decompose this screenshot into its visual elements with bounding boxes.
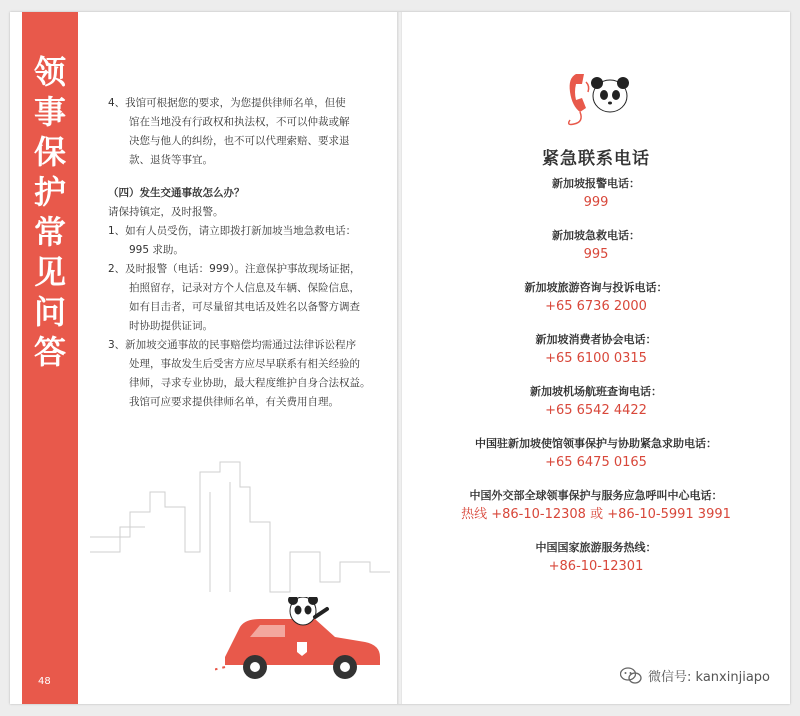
contact-label: 新加坡报警电话： xyxy=(552,177,640,190)
booklet-spread xyxy=(10,12,790,704)
contact-number: +65 6475 0165 xyxy=(545,455,647,470)
contact-entry xyxy=(402,487,790,539)
contact-number: +86-10-12301 xyxy=(548,559,644,574)
text-line: 3、新加坡交通事故的民事赔偿均需通过法律诉讼程序 xyxy=(108,339,357,351)
text-line: 决您与他人的纠纷，也不可以代理索赔、要求退 xyxy=(129,135,350,147)
emergency-contacts-title: 紧急联系电话 xyxy=(542,149,650,169)
title-char: 领 xyxy=(33,53,66,91)
contact-entry xyxy=(402,331,790,383)
contact-number: +65 6542 4422 xyxy=(545,403,647,418)
list-item xyxy=(108,260,373,336)
contact-number: +65 6100 0315 xyxy=(545,351,647,366)
contact-list xyxy=(402,175,790,591)
city-skyline-illustration xyxy=(90,452,390,602)
contact-label: 中国驻新加坡使馆领事保护与协助紧急求助电话： xyxy=(475,437,717,450)
intro-text: 请保持镇定，及时报警。 xyxy=(108,206,224,218)
list-item xyxy=(108,336,373,412)
contact-entry xyxy=(402,435,790,487)
contact-number: 热线 +86-10-12308 或 +86-10-5991 3991 xyxy=(461,507,731,522)
contact-entry xyxy=(402,227,790,279)
contact-label: 新加坡旅游咨询与投诉电话： xyxy=(524,281,668,294)
text-line: 4、我馆可根据您的要求，为您提供律师名单，但使 xyxy=(108,97,346,109)
contact-label: 中国国家旅游服务热线： xyxy=(535,541,657,554)
contact-number: +65 6736 2000 xyxy=(545,299,647,314)
text-line: 如有目击者，可尽量留其电话及姓名以备警方调查 xyxy=(129,301,360,313)
title-char: 护 xyxy=(33,173,66,211)
title-char: 见 xyxy=(33,253,66,291)
phone-panda-illustration xyxy=(562,64,632,134)
car-with-panda-illustration xyxy=(215,597,390,682)
text-line: 我馆可应要求提供律师名单，有关费用自理。 xyxy=(129,396,339,408)
title-char: 保 xyxy=(33,133,66,171)
title-band xyxy=(22,12,78,704)
text-line: 995 求助。 xyxy=(129,244,184,256)
left-page xyxy=(10,12,398,704)
right-page xyxy=(402,12,790,704)
item-4 xyxy=(108,94,373,170)
vertical-title xyxy=(22,52,78,372)
panda-icon xyxy=(591,77,629,112)
contact-entry xyxy=(402,539,790,591)
title-char: 事 xyxy=(33,93,66,131)
text-line: 2、及时报警（电话：999）。注意保护事故现场证据， xyxy=(108,263,361,275)
wechat-icon xyxy=(620,667,642,685)
contact-number: 999 xyxy=(583,195,609,210)
text-line: 时协助提供证词。 xyxy=(129,320,213,332)
contact-label: 新加坡机场航班查询电话： xyxy=(530,385,662,398)
title-char: 答 xyxy=(33,333,66,371)
text-line: 款、退货等事宜。 xyxy=(129,154,213,166)
page-number: 48 xyxy=(38,676,51,687)
text-line: 律师，寻求专业协助，最大程度维护自身合法权益。 xyxy=(129,377,371,389)
list-item xyxy=(108,222,373,260)
text-line: 处理，事故发生后受害方应尽早联系有相关经验的 xyxy=(129,358,360,370)
text-line: 拍照留存，记录对方个人信息及车辆、保险信息， xyxy=(129,282,360,294)
title-char: 问 xyxy=(33,293,66,331)
watermark-text: 微信号: kanxinjiapo xyxy=(648,670,770,685)
contact-label: 新加坡急救电话： xyxy=(552,229,640,242)
text-line: 1、如有人员受伤，请立即拨打新加坡当地急救电话： xyxy=(108,225,357,237)
text-line: 馆在当地没有行政权和执法权，不可以仲裁或解 xyxy=(129,116,350,128)
wechat-watermark xyxy=(620,666,770,685)
phone-icon xyxy=(569,74,589,125)
left-text-content xyxy=(108,94,373,412)
contact-label: 中国外交部全球领事保护与服务应急呼叫中心电话： xyxy=(469,489,723,502)
contact-entry xyxy=(402,383,790,435)
contact-label: 新加坡消费者协会电话： xyxy=(535,333,657,346)
contact-entry xyxy=(402,175,790,227)
contact-entry xyxy=(402,279,790,331)
contact-number: 995 xyxy=(583,247,609,262)
section-heading: （四）发生交通事故怎么办？ xyxy=(108,187,245,199)
title-char: 常 xyxy=(33,213,66,251)
